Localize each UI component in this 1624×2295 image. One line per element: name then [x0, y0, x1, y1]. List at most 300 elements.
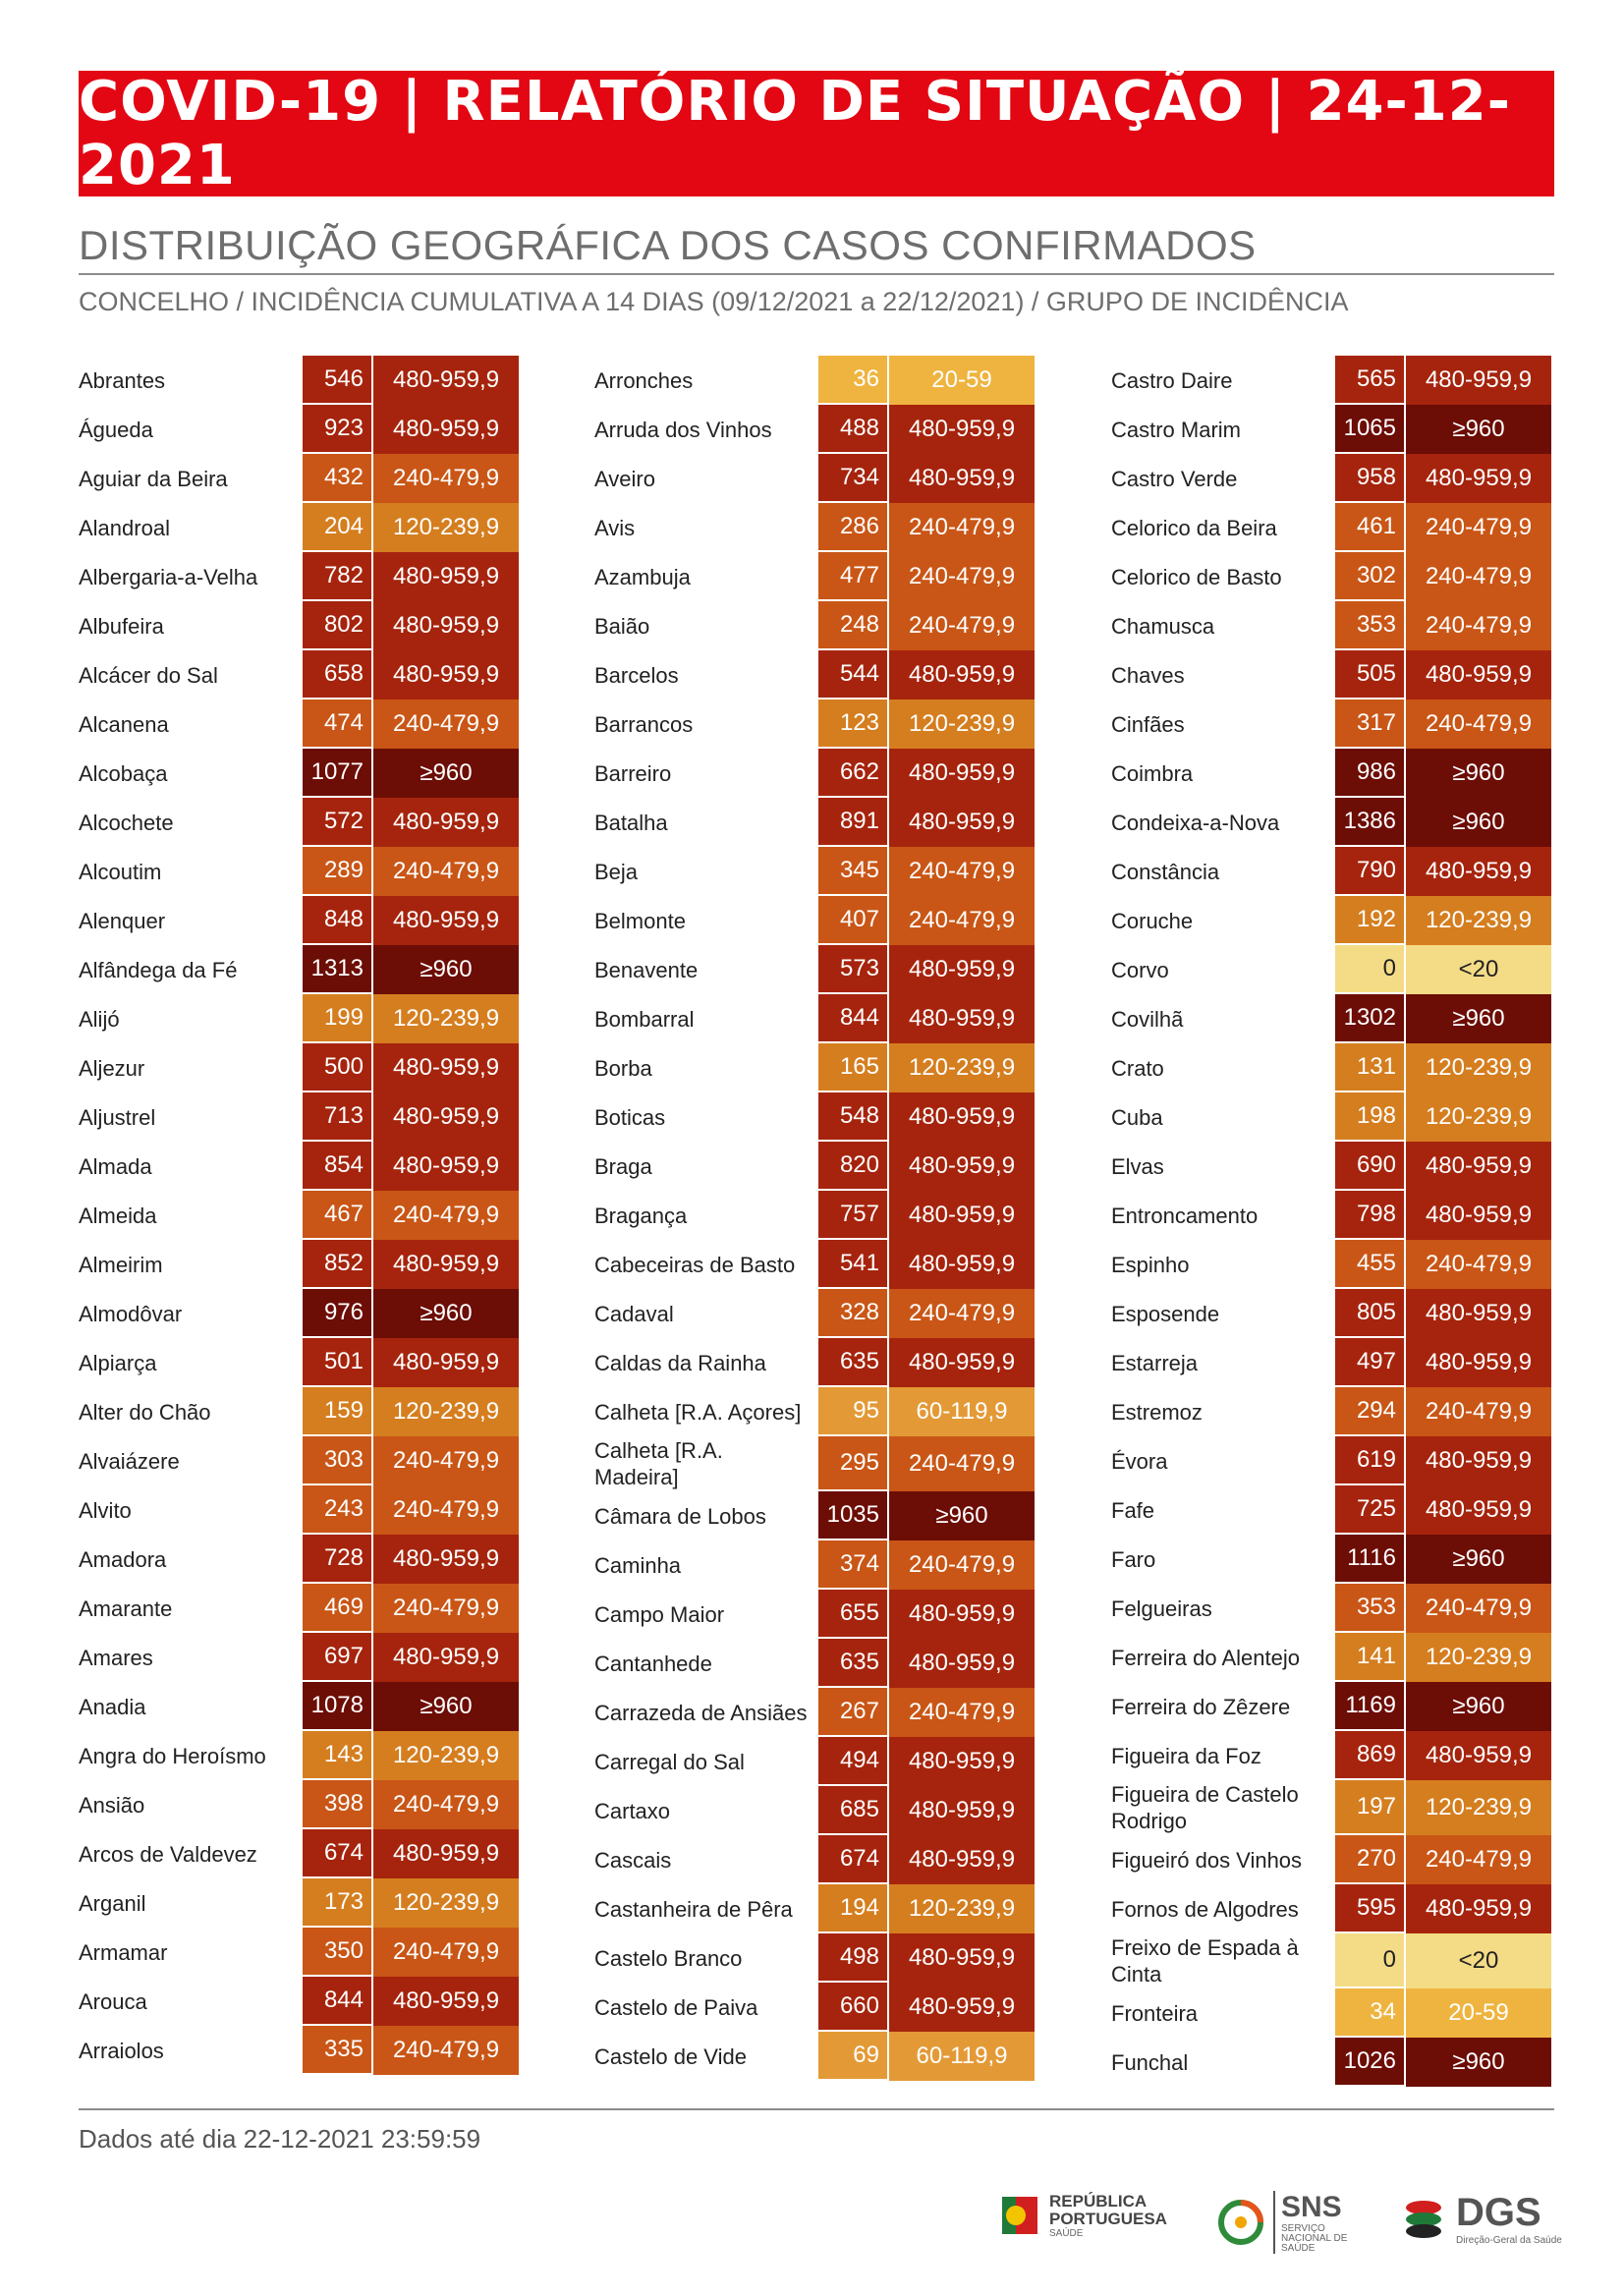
incidence-value: 565 [1335, 356, 1404, 405]
incidence-value: 159 [303, 1387, 371, 1436]
municipality-name: Aguiar da Beira [79, 466, 228, 491]
incidence-value: 728 [303, 1535, 371, 1584]
incidence-group: 480-959,9 [1406, 1289, 1551, 1340]
incidence-group: 240-479,9 [373, 1485, 519, 1537]
incidence-group: 480-959,9 [889, 1983, 1035, 2034]
sns-logo-text: SNS [1281, 2191, 1342, 2223]
section-subtitle: CONCELHO / INCIDÊNCIA CUMULATIVA A 14 DIAS (09/12/2021 a 22/12/2021) / GRUPO DE INCIDÊNCIA [79, 287, 1349, 316]
dgs-logo [1399, 2191, 1562, 2246]
incidence-group: 240-479,9 [373, 1436, 519, 1487]
incidence-group: 240-479,9 [889, 601, 1035, 652]
title-divider [79, 273, 1554, 275]
dgs-logo-text: DGS [1456, 2191, 1541, 2234]
municipality-name: Castanheira de Pêra [594, 1896, 793, 1922]
municipality-name: Albergaria-a-Velha [79, 564, 258, 589]
municipality-name: Calheta [R.A. Madeira] [594, 1438, 723, 1489]
incidence-value: 286 [818, 503, 887, 552]
municipality-name: Cadaval [594, 1301, 674, 1326]
republica-emblem-icon [1000, 2191, 1041, 2240]
municipality-name: Armamar [79, 1939, 168, 1965]
municipality-name: Alenquer [79, 908, 166, 933]
municipality-name: Cuba [1111, 1104, 1163, 1130]
municipality-name: Câmara de Lobos [594, 1503, 766, 1529]
incidence-group: 240-479,9 [889, 1540, 1035, 1592]
municipality-name: Arcos de Valdevez [79, 1841, 257, 1867]
municipality-name: Esposende [1111, 1301, 1220, 1326]
municipality-name: Chamusca [1111, 613, 1215, 639]
incidence-group: 480-959,9 [889, 1092, 1035, 1144]
incidence-group: 480-959,9 [889, 994, 1035, 1045]
incidence-value: 173 [303, 1878, 371, 1928]
incidence-value: 317 [1335, 700, 1404, 749]
incidence-value: 844 [303, 1977, 371, 2026]
municipality-name: Figueira de Castelo Rodrigo [1111, 1782, 1299, 1833]
incidence-value: 204 [303, 503, 371, 552]
municipality-name: Évora [1111, 1448, 1168, 1474]
incidence-value: 635 [818, 1338, 887, 1387]
municipality-name: Bombarral [594, 1006, 695, 1032]
incidence-group: <20 [1406, 945, 1551, 996]
incidence-value: 1065 [1335, 405, 1404, 454]
municipality-name: Almodôvar [79, 1301, 183, 1326]
incidence-value: 690 [1335, 1142, 1404, 1191]
incidence-value: 1302 [1335, 994, 1404, 1043]
incidence-value: 353 [1335, 601, 1404, 650]
municipality-name: Águeda [79, 417, 153, 442]
incidence-value: 725 [1335, 1485, 1404, 1535]
incidence-value: 353 [1335, 1584, 1404, 1633]
municipality-name: Baião [594, 613, 650, 639]
municipality-name: Freixo de Espada à Cinta [1111, 1935, 1299, 1987]
incidence-group: 480-959,9 [373, 1535, 519, 1586]
incidence-value: 573 [818, 945, 887, 994]
incidence-value: 477 [818, 552, 887, 601]
incidence-value: 619 [1335, 1436, 1404, 1485]
municipality-name: Fafe [1111, 1497, 1155, 1523]
incidence-value: 546 [303, 356, 371, 405]
municipality-name: Fronteira [1111, 2000, 1199, 2026]
incidence-group: 480-959,9 [373, 1043, 519, 1094]
municipality-name: Borba [594, 1055, 652, 1081]
incidence-group: 120-239,9 [373, 1878, 519, 1930]
incidence-group: ≥960 [1406, 1535, 1551, 1586]
incidence-value: 1169 [1335, 1682, 1404, 1731]
incidence-group: 120-239,9 [1406, 1780, 1551, 1837]
incidence-value: 123 [818, 700, 887, 749]
incidence-value: 165 [818, 1043, 887, 1092]
report-title: COVID-19 | RELATÓRIO DE SITUAÇÃO | 24-12-2021 [79, 70, 1511, 197]
municipality-name: Funchal [1111, 2049, 1189, 2075]
municipality-name: Chaves [1111, 662, 1185, 688]
incidence-value: 501 [303, 1338, 371, 1387]
municipality-name: Figueiró dos Vinhos [1111, 1847, 1303, 1873]
municipality-name: Angra do Heroísmo [79, 1743, 266, 1768]
incidence-value: 805 [1335, 1289, 1404, 1338]
incidence-group: 480-959,9 [1406, 1338, 1551, 1389]
municipality-name: Cascais [594, 1847, 672, 1873]
municipality-name: Barcelos [594, 662, 679, 688]
municipality-name: Almada [79, 1153, 152, 1179]
municipality-name: Aveiro [594, 466, 655, 491]
incidence-group: 240-479,9 [889, 552, 1035, 603]
municipality-name: Cartaxo [594, 1798, 671, 1823]
incidence-group: 60-119,9 [889, 2032, 1035, 2083]
incidence-value: 467 [303, 1191, 371, 1240]
incidence-value: 1313 [303, 945, 371, 994]
municipality-name: Avis [594, 515, 636, 540]
municipality-name: Crato [1111, 1055, 1164, 1081]
municipality-name: Fornos de Algodres [1111, 1896, 1299, 1922]
incidence-group: ≥960 [373, 1682, 519, 1733]
incidence-group: 480-959,9 [889, 1338, 1035, 1389]
incidence-value: 655 [818, 1590, 887, 1639]
municipality-name: Alvaiázere [79, 1448, 180, 1474]
incidence-group: 120-239,9 [373, 1731, 519, 1782]
municipality-name: Batalha [594, 810, 668, 835]
municipality-name: Arruda dos Vinhos [594, 417, 772, 442]
dgs-logo-subtext: Direção-Geral da Saúde [1456, 2235, 1562, 2246]
municipality-name: Abrantes [79, 367, 166, 393]
incidence-value: 1035 [818, 1491, 887, 1540]
incidence-value: 488 [818, 405, 887, 454]
municipality-name: Alfândega da Fé [79, 957, 238, 982]
footer-divider [79, 2108, 1554, 2110]
incidence-group: 480-959,9 [889, 1786, 1035, 1837]
incidence-group: 120-239,9 [1406, 896, 1551, 947]
incidence-group: 120-239,9 [889, 700, 1035, 751]
incidence-group: 240-479,9 [373, 1928, 519, 1979]
incidence-value: 1386 [1335, 798, 1404, 847]
incidence-value: 398 [303, 1780, 371, 1829]
sns-logo [1216, 2191, 1360, 2254]
municipality-name: Aljustrel [79, 1104, 156, 1130]
municipality-name: Almeirim [79, 1252, 163, 1277]
republica-logo-text: REPÚBLICA PORTUGUESA [1049, 2191, 1167, 2228]
incidence-value: 455 [1335, 1240, 1404, 1289]
municipality-name: Alpiarça [79, 1350, 157, 1375]
incidence-group: 240-479,9 [373, 454, 519, 505]
incidence-value: 658 [303, 650, 371, 700]
municipality-name: Barreiro [594, 760, 672, 786]
incidence-value: 243 [303, 1485, 371, 1535]
incidence-value: 986 [1335, 749, 1404, 798]
incidence-group: 120-239,9 [1406, 1092, 1551, 1144]
incidence-group: 480-959,9 [1406, 1884, 1551, 1935]
incidence-value: 1026 [1335, 2038, 1404, 2087]
incidence-value: 844 [818, 994, 887, 1043]
incidence-value: 635 [818, 1639, 887, 1688]
incidence-group: 480-959,9 [373, 896, 519, 947]
incidence-group: ≥960 [1406, 2038, 1551, 2089]
incidence-value: 0 [1335, 1933, 1404, 1988]
incidence-group: 480-959,9 [1406, 1436, 1551, 1487]
incidence-value: 1077 [303, 749, 371, 798]
municipality-name: Celorico de Basto [1111, 564, 1282, 589]
incidence-group: 480-959,9 [889, 1191, 1035, 1242]
municipality-name: Alvito [79, 1497, 132, 1523]
incidence-value: 295 [818, 1436, 887, 1491]
section-title: DISTRIBUIÇÃO GEOGRÁFICA DOS CASOS CONFIRMADOS [79, 222, 1257, 268]
municipality-name: Campo Maior [594, 1601, 725, 1627]
municipality-name: Figueira da Foz [1111, 1743, 1261, 1768]
incidence-group: ≥960 [1406, 994, 1551, 1045]
municipality-name: Carregal do Sal [594, 1749, 745, 1774]
incidence-group: 240-479,9 [889, 1289, 1035, 1340]
incidence-value: 374 [818, 1540, 887, 1590]
incidence-group: ≥960 [1406, 405, 1551, 456]
incidence-group: 240-479,9 [889, 896, 1035, 947]
incidence-group: 240-479,9 [889, 503, 1035, 554]
incidence-value: 302 [1335, 552, 1404, 601]
municipality-name: Anadia [79, 1694, 146, 1719]
incidence-group: 480-959,9 [373, 798, 519, 849]
municipality-name: Arraiolos [79, 2038, 164, 2063]
incidence-group: 480-959,9 [889, 1639, 1035, 1690]
incidence-group: <20 [1406, 1933, 1551, 1990]
incidence-value: 350 [303, 1928, 371, 1977]
municipality-name: Faro [1111, 1546, 1156, 1572]
incidence-value: 713 [303, 1092, 371, 1142]
municipality-name: Castelo de Paiva [594, 1994, 758, 2020]
municipality-name: Boticas [594, 1104, 666, 1130]
municipality-name: Castro Verde [1111, 466, 1238, 491]
municipality-name: Almeida [79, 1203, 157, 1228]
incidence-value: 595 [1335, 1884, 1404, 1933]
municipality-name: Arganil [79, 1890, 146, 1916]
municipality-name: Caminha [594, 1552, 682, 1578]
incidence-value: 1116 [1335, 1535, 1404, 1584]
incidence-group: 240-479,9 [1406, 1835, 1551, 1886]
municipality-name: Arronches [594, 367, 694, 393]
incidence-group: 480-959,9 [373, 552, 519, 603]
municipality-name: Castelo Branco [594, 1945, 743, 1971]
incidence-value: 197 [1335, 1780, 1404, 1835]
incidence-value: 548 [818, 1092, 887, 1142]
incidence-group: 480-959,9 [373, 650, 519, 701]
incidence-group: 240-479,9 [1406, 700, 1551, 751]
incidence-value: 270 [1335, 1835, 1404, 1884]
municipality-name: Cinfães [1111, 711, 1185, 737]
municipality-name: Coimbra [1111, 760, 1194, 786]
municipality-name: Albufeira [79, 613, 164, 639]
incidence-value: 891 [818, 798, 887, 847]
municipality-name: Alandroal [79, 515, 170, 540]
incidence-group: 240-479,9 [373, 1780, 519, 1831]
incidence-value: 782 [303, 552, 371, 601]
municipality-name: Belmonte [594, 908, 686, 933]
incidence-value: 141 [1335, 1633, 1404, 1682]
incidence-group: 60-119,9 [889, 1387, 1035, 1438]
incidence-group: 480-959,9 [1406, 356, 1551, 407]
incidence-group: 240-479,9 [1406, 601, 1551, 652]
incidence-value: 848 [303, 896, 371, 945]
incidence-group: 240-479,9 [373, 700, 519, 751]
incidence-group: 240-479,9 [373, 1584, 519, 1635]
incidence-group: 120-239,9 [1406, 1633, 1551, 1684]
incidence-group: 480-959,9 [889, 749, 1035, 800]
incidence-value: 131 [1335, 1043, 1404, 1092]
incidence-group: 240-479,9 [373, 2026, 519, 2077]
dgs-emblem-icon [1399, 2194, 1448, 2243]
municipality-name: Ferreira do Alentejo [1111, 1645, 1300, 1670]
incidence-group: 480-959,9 [889, 454, 1035, 505]
municipality-name: Alcoutim [79, 859, 162, 884]
incidence-group: 480-959,9 [1406, 1191, 1551, 1242]
incidence-value: 544 [818, 650, 887, 700]
incidence-group: 240-479,9 [1406, 552, 1551, 603]
incidence-value: 34 [1335, 1988, 1404, 2038]
incidence-group: 240-479,9 [889, 1436, 1035, 1493]
incidence-group: 120-239,9 [1406, 1043, 1551, 1094]
incidence-group: 480-959,9 [373, 1142, 519, 1193]
municipality-name: Arouca [79, 1988, 147, 2014]
incidence-group: 240-479,9 [1406, 1584, 1551, 1635]
municipality-name: Corvo [1111, 957, 1169, 982]
incidence-group: 240-479,9 [373, 847, 519, 898]
incidence-group: 480-959,9 [373, 601, 519, 652]
incidence-group: 480-959,9 [1406, 650, 1551, 701]
incidence-group: 240-479,9 [1406, 1387, 1551, 1438]
incidence-value: 497 [1335, 1338, 1404, 1387]
municipality-name: Covilhã [1111, 1006, 1184, 1032]
incidence-group: 480-959,9 [889, 650, 1035, 701]
incidence-group: ≥960 [373, 749, 519, 800]
incidence-value: 407 [818, 896, 887, 945]
data-cutoff-note: Dados até dia 22-12-2021 23:59:59 [79, 2124, 481, 2154]
municipality-name: Estarreja [1111, 1350, 1199, 1375]
incidence-group: ≥960 [1406, 798, 1551, 849]
incidence-value: 0 [1335, 945, 1404, 994]
incidence-value: 869 [1335, 1731, 1404, 1780]
municipality-name: Azambuja [594, 564, 691, 589]
incidence-group: 480-959,9 [889, 405, 1035, 456]
municipality-name: Beja [594, 859, 639, 884]
incidence-group: 120-239,9 [373, 1387, 519, 1438]
incidence-value: 267 [818, 1688, 887, 1737]
incidence-value: 69 [818, 2032, 887, 2081]
incidence-group: 480-959,9 [1406, 1142, 1551, 1193]
sns-emblem-icon [1216, 2198, 1265, 2247]
municipality-name: Barrancos [594, 711, 694, 737]
incidence-value: 328 [818, 1289, 887, 1338]
municipality-name: Carrazeda de Ansiães [594, 1700, 808, 1725]
incidence-group: 120-239,9 [889, 1884, 1035, 1935]
incidence-group: 480-959,9 [889, 945, 1035, 996]
incidence-value: 976 [303, 1289, 371, 1338]
incidence-group: 480-959,9 [373, 405, 519, 456]
republica-logo-subtext: SAÚDE [1049, 2227, 1084, 2239]
incidence-value: 854 [303, 1142, 371, 1191]
incidence-value: 345 [818, 847, 887, 896]
municipality-name: Constância [1111, 859, 1220, 884]
republica-portuguesa-logo [1000, 2191, 1177, 2240]
incidence-value: 852 [303, 1240, 371, 1289]
incidence-value: 461 [1335, 503, 1404, 552]
incidence-group: ≥960 [373, 945, 519, 996]
incidence-group: 480-959,9 [889, 1240, 1035, 1291]
incidence-group: 480-959,9 [889, 798, 1035, 849]
incidence-value: 820 [818, 1142, 887, 1191]
incidence-group: ≥960 [1406, 1682, 1551, 1733]
municipality-name: Braga [594, 1153, 652, 1179]
incidence-group: 240-479,9 [1406, 503, 1551, 554]
municipality-name: Alcanena [79, 711, 169, 737]
incidence-value: 36 [818, 356, 887, 405]
incidence-group: 480-959,9 [889, 1835, 1035, 1886]
incidence-value: 1078 [303, 1682, 371, 1731]
incidence-group: ≥960 [373, 1289, 519, 1340]
incidence-value: 192 [1335, 896, 1404, 945]
municipality-name: Amadora [79, 1546, 167, 1572]
incidence-value: 674 [303, 1829, 371, 1878]
incidence-group: ≥960 [1406, 749, 1551, 800]
incidence-group: 120-239,9 [373, 994, 519, 1045]
municipality-name: Ferreira do Zêzere [1111, 1694, 1291, 1719]
incidence-value: 923 [303, 405, 371, 454]
municipality-name: Bragança [594, 1203, 688, 1228]
municipality-name: Castelo de Vide [594, 2043, 747, 2069]
incidence-group: 480-959,9 [1406, 847, 1551, 898]
report-title-banner [79, 71, 1554, 196]
incidence-value: 958 [1335, 454, 1404, 503]
incidence-value: 505 [1335, 650, 1404, 700]
incidence-value: 572 [303, 798, 371, 847]
incidence-group: 20-59 [889, 356, 1035, 407]
incidence-value: 474 [303, 700, 371, 749]
incidence-group: 480-959,9 [373, 1977, 519, 2028]
incidence-group: 120-239,9 [373, 503, 519, 554]
municipality-name: Entroncamento [1111, 1203, 1259, 1228]
incidence-group: ≥960 [889, 1491, 1035, 1542]
incidence-group: 480-959,9 [889, 1142, 1035, 1193]
municipality-name: Alijó [79, 1006, 120, 1032]
incidence-group: 480-959,9 [373, 1240, 519, 1291]
incidence-value: 289 [303, 847, 371, 896]
incidence-value: 469 [303, 1584, 371, 1633]
municipality-name: Amares [79, 1645, 153, 1670]
municipality-name: Elvas [1111, 1153, 1164, 1179]
municipality-name: Alcobaça [79, 760, 168, 786]
municipality-name: Estremoz [1111, 1399, 1203, 1425]
municipality-name: Alcácer do Sal [79, 662, 218, 688]
municipality-name: Ansião [79, 1792, 145, 1818]
incidence-group: 240-479,9 [889, 847, 1035, 898]
incidence-value: 198 [1335, 1092, 1404, 1142]
incidence-value: 802 [303, 601, 371, 650]
incidence-value: 798 [1335, 1191, 1404, 1240]
incidence-value: 790 [1335, 847, 1404, 896]
municipality-name: Caldas da Rainha [594, 1350, 766, 1375]
municipality-name: Benavente [594, 957, 699, 982]
municipality-name: Alter do Chão [79, 1399, 211, 1425]
incidence-value: 294 [1335, 1387, 1404, 1436]
incidence-value: 335 [303, 2026, 371, 2075]
incidence-value: 248 [818, 601, 887, 650]
incidence-group: 480-959,9 [373, 356, 519, 407]
incidence-value: 662 [818, 749, 887, 798]
incidence-value: 432 [303, 454, 371, 503]
incidence-group: 120-239,9 [889, 1043, 1035, 1094]
municipality-name: Coruche [1111, 908, 1194, 933]
municipality-name: Espinho [1111, 1252, 1190, 1277]
incidence-group: 480-959,9 [373, 1338, 519, 1389]
municipality-name: Alcochete [79, 810, 174, 835]
incidence-value: 199 [303, 994, 371, 1043]
incidence-value: 494 [818, 1737, 887, 1786]
municipality-name: Aljezur [79, 1055, 145, 1081]
municipality-name: Castro Marim [1111, 417, 1242, 442]
incidence-group: 240-479,9 [373, 1191, 519, 1242]
